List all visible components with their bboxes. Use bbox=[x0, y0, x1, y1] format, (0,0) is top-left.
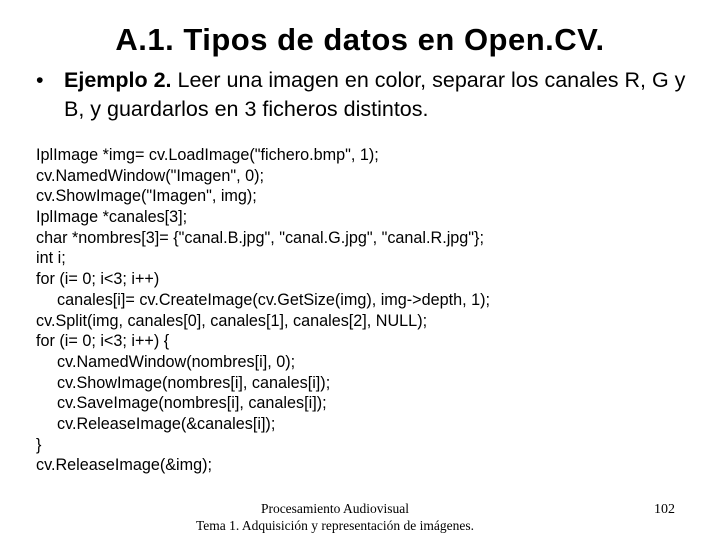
bullet-marker: • bbox=[36, 68, 44, 92]
code-line: cv.ShowImage(nombres[i], canales[i]); bbox=[57, 373, 331, 392]
code-line: cv.ReleaseImage(&canales[i]); bbox=[57, 414, 276, 433]
code-line: cv.SaveImage(nombres[i], canales[i]); bbox=[57, 394, 327, 413]
code-line: char *nombres[3]= {"canal.B.jpg", "canal.G.jpg", "canal.R.jpg"}; bbox=[36, 228, 484, 247]
code-line: IplImage *canales[3]; bbox=[36, 208, 188, 227]
code-line: } bbox=[36, 435, 42, 454]
bullet-lead: Ejemplo 2. bbox=[64, 68, 172, 92]
bullet-point bbox=[36, 66, 696, 124]
bullet-body: Leer una imagen en color, separar los canales R, G y B, y guardarlos en 3 ficheros distintos. bbox=[64, 68, 686, 121]
code-line: cv.NamedWindow(nombres[i], 0); bbox=[57, 352, 296, 371]
code-line: for (i= 0; i<3; i++) bbox=[36, 270, 160, 289]
code-line: IplImage *img= cv.LoadImage("fichero.bmp", 1); bbox=[36, 146, 379, 164]
code-block bbox=[36, 145, 696, 476]
code-line: int i; bbox=[36, 249, 66, 268]
page-number: 102 bbox=[654, 502, 675, 517]
code-line: cv.Split(img, canales[0], canales[1], canales[2], NULL); bbox=[36, 311, 428, 330]
code-line: canales[i]= cv.CreateImage(cv.GetSize(img), img->depth, 1); bbox=[57, 290, 491, 309]
footer-topic: Tema 1. Adquisición y representación de imágenes. bbox=[196, 518, 474, 533]
slide-title: A.1. Tipos de datos en Open.CV. bbox=[115, 22, 605, 57]
code-line: for (i= 0; i<3; i++) { bbox=[36, 332, 170, 351]
bullet-text bbox=[64, 66, 696, 124]
footer-course: Procesamiento Audiovisual bbox=[260, 501, 410, 516]
footer bbox=[110, 500, 560, 534]
code-line: cv.ReleaseImage(&img); bbox=[36, 456, 213, 475]
code-line: cv.NamedWindow("Imagen", 0); bbox=[36, 166, 264, 185]
code-line: cv.ShowImage("Imagen", img); bbox=[36, 187, 257, 206]
